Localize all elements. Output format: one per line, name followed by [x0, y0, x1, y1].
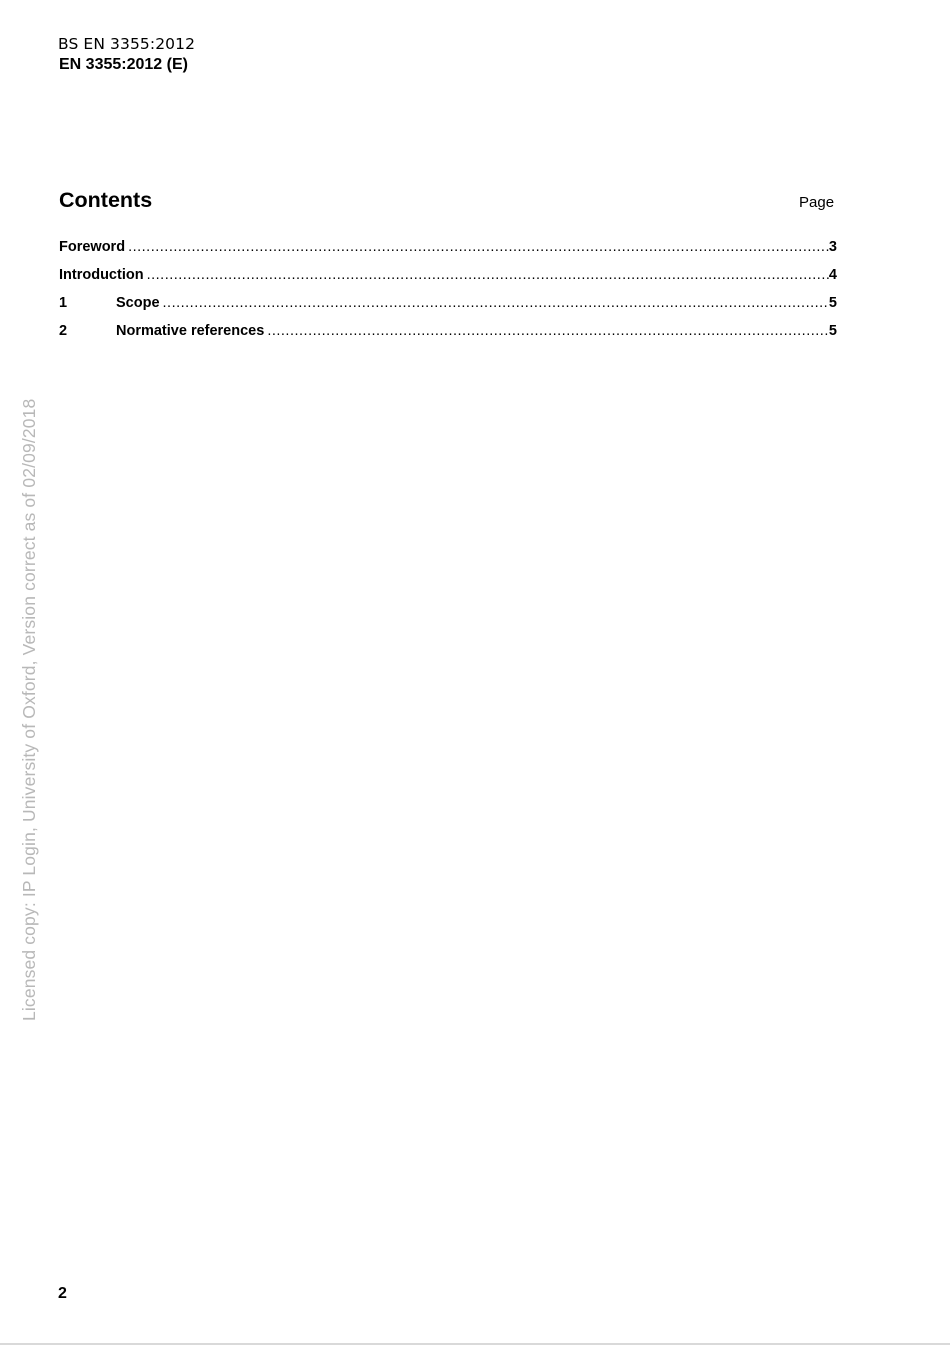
toc-entry-title: Introduction — [59, 267, 144, 283]
toc-entry-number: 2 — [59, 323, 68, 339]
document-edition-header: EN 3355:2012 (E) — [59, 56, 188, 73]
contents-title: Contents — [59, 188, 153, 212]
toc-entry-title: Normative references — [116, 323, 265, 339]
dot-leader — [267, 321, 829, 341]
toc-entry-page: 4 — [828, 267, 837, 283]
toc-entry-foreword[interactable] — [59, 237, 837, 265]
document-code-header: BS EN 3355:2012 — [58, 35, 196, 53]
license-watermark: Licensed copy: IP Login, University of Oxford, Version correct as of 02/09/2018 — [19, 398, 39, 1021]
toc-entry-page: 3 — [828, 239, 837, 255]
toc-entry-normative-references[interactable] — [59, 321, 837, 349]
toc-entry-number: 1 — [59, 295, 68, 311]
page-column-label: Page — [799, 194, 835, 211]
dot-leader — [163, 293, 829, 313]
toc-entry-scope[interactable] — [59, 293, 837, 321]
toc-entry-title: Foreword — [59, 239, 126, 255]
dot-leader — [128, 237, 829, 257]
toc-entry-introduction[interactable] — [59, 265, 837, 293]
page-number: 2 — [58, 1285, 67, 1302]
toc-entry-page: 5 — [828, 323, 837, 339]
toc-entry-page: 5 — [828, 295, 837, 311]
dot-leader — [147, 265, 829, 285]
table-of-contents — [59, 237, 837, 349]
toc-entry-title: Scope — [116, 295, 160, 311]
